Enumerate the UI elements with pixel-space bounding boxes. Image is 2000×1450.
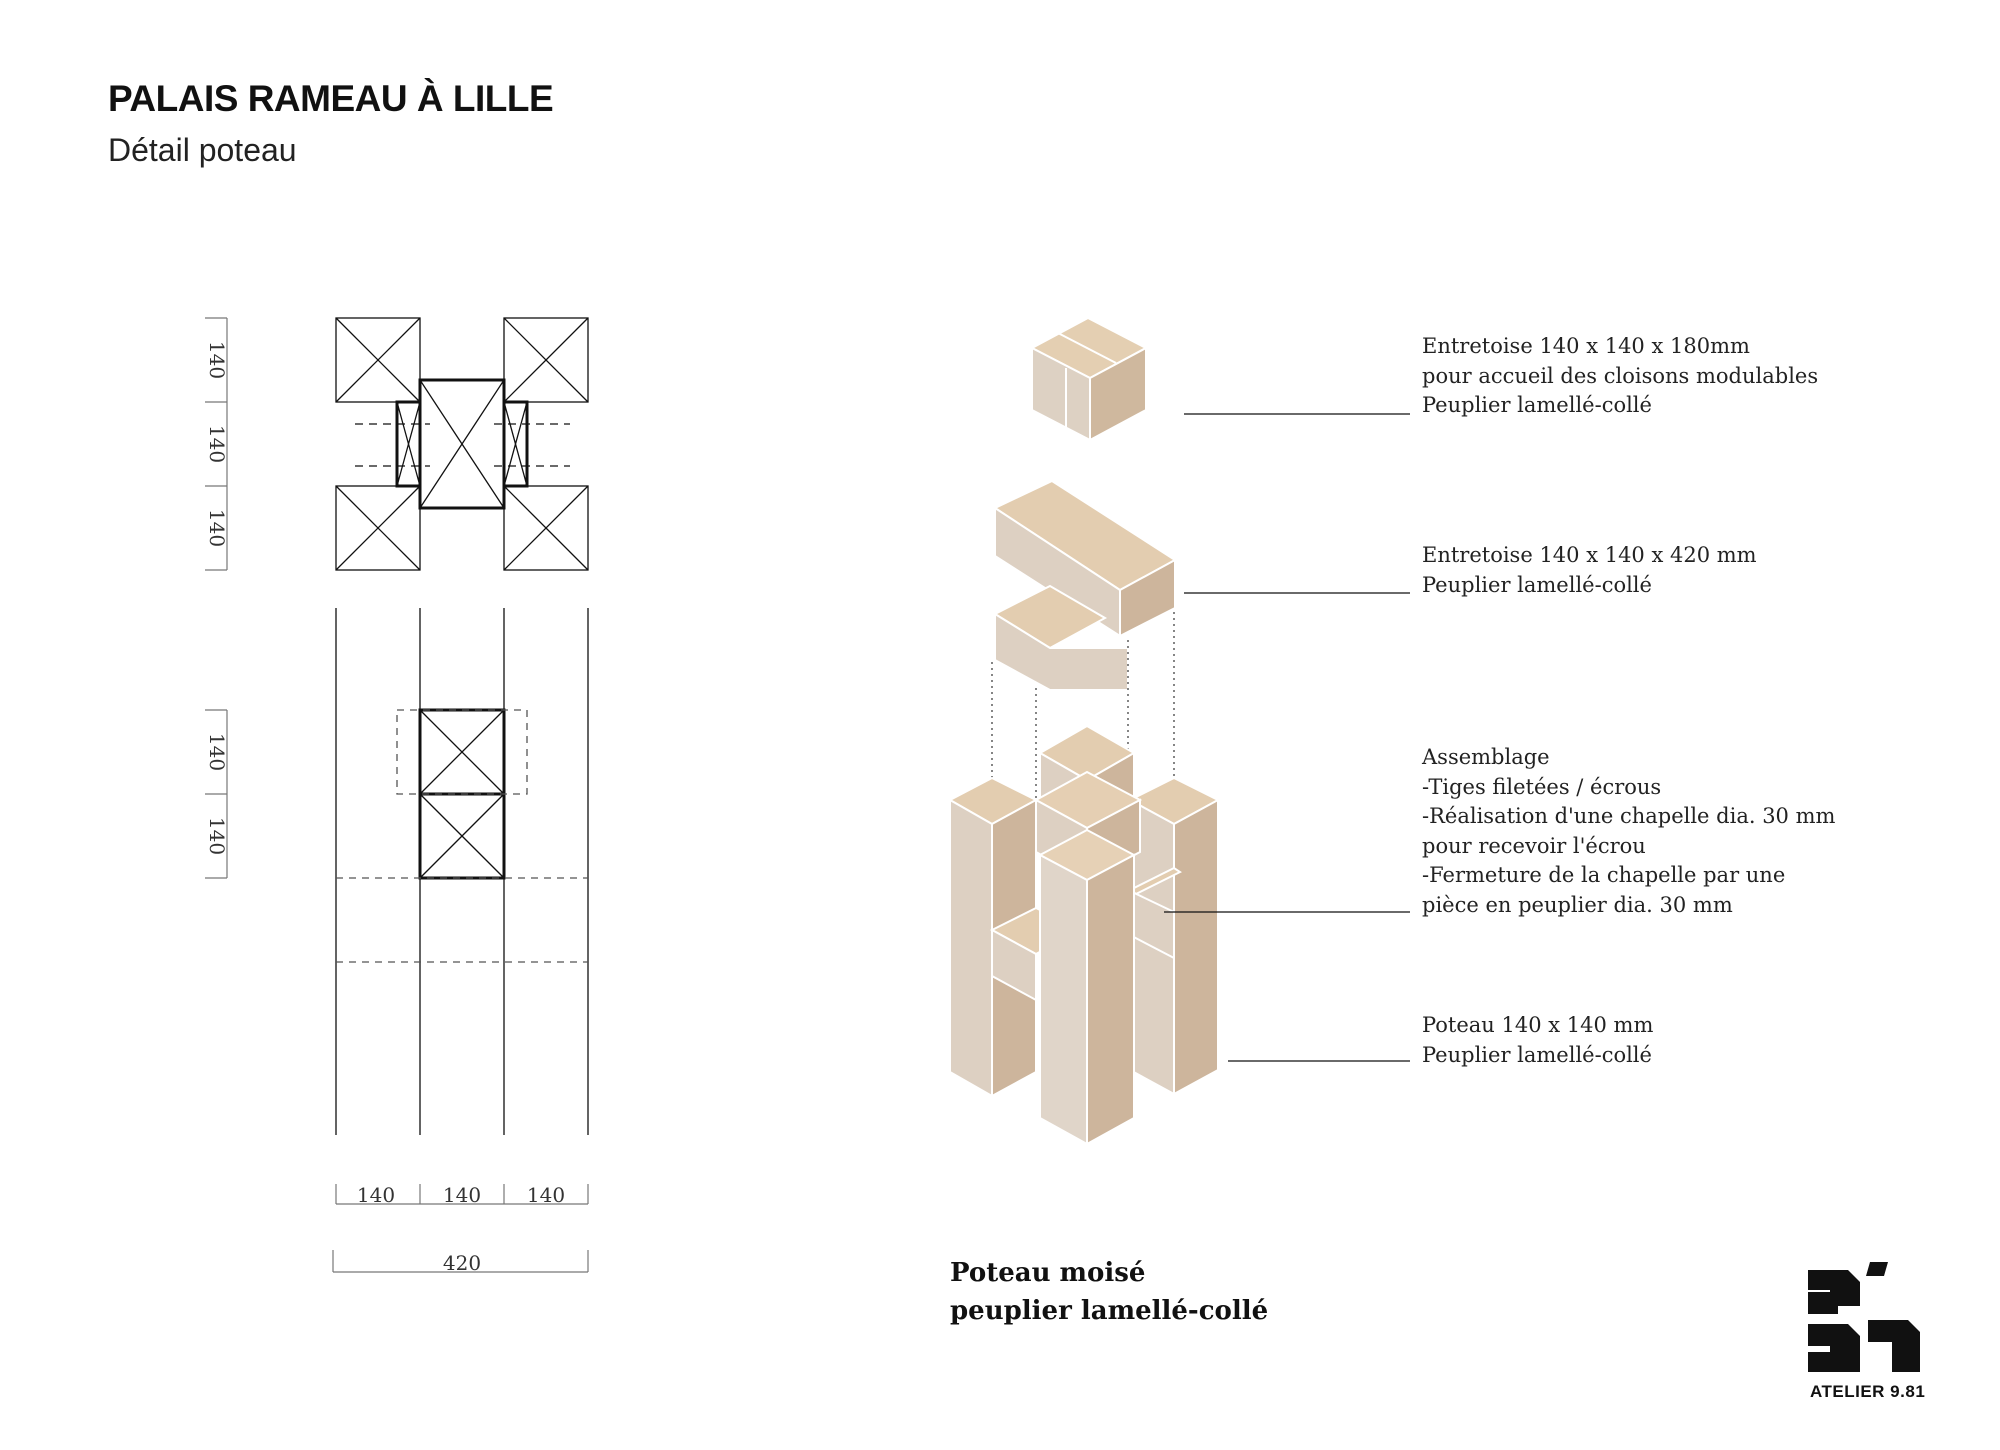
annotation-entretoise-small: Entretoise 140 x 140 x 180mm pour accueil des cloisons modulables Peuplier lamellé-collé	[1422, 334, 1819, 417]
dim-bottom-3: 140	[526, 1183, 566, 1207]
isometric-view	[950, 318, 1218, 1144]
page-subtitle: Détail poteau	[108, 132, 297, 168]
dim-elev-2: 140	[205, 816, 229, 856]
side-spacer-left	[397, 402, 420, 486]
atelier-logo-text: ATELIER 9.81	[1810, 1382, 1926, 1401]
annotation-assemblage: Assemblage -Tiges filetées / écrous -Réalisation d'une chapelle dia. 30 mm pour recevoir l'écrou -Fermeture de la chapelle par une pièce en peuplier dia. 30 mm	[1422, 745, 1836, 917]
dim-top-2: 140	[205, 424, 229, 464]
corner-post-top-right	[504, 318, 588, 402]
dim-elev-1: 140	[205, 732, 229, 772]
annotation-entretoise-long: Entretoise 140 x 140 x 420 mm Peuplier lamellé-collé	[1422, 543, 1757, 597]
iso-post-front	[1040, 830, 1134, 1144]
dim-top-3: 140	[205, 508, 229, 548]
dim-top-1: 140	[205, 340, 229, 380]
elevation-lines	[336, 608, 588, 1135]
side-spacer-right	[504, 402, 527, 486]
dim-bottom-2: 140	[442, 1183, 482, 1207]
corner-post-bottom-right	[504, 486, 588, 570]
iso-spacer-small	[1032, 318, 1146, 440]
diagram-caption: Poteau moisé peuplier lamellé-collé	[950, 1258, 1269, 1326]
corner-post-bottom-left	[336, 486, 420, 570]
page-title: PALAIS RAMEAU À LILLE	[108, 78, 554, 119]
corner-post-top-left	[336, 318, 420, 402]
atelier-logo-icon	[1808, 1262, 1928, 1382]
dim-total: 420	[442, 1251, 482, 1275]
dim-bottom-1: 140	[356, 1183, 396, 1207]
annotation-poteau: Poteau 140 x 140 mm Peuplier lamellé-collé	[1422, 1013, 1654, 1067]
